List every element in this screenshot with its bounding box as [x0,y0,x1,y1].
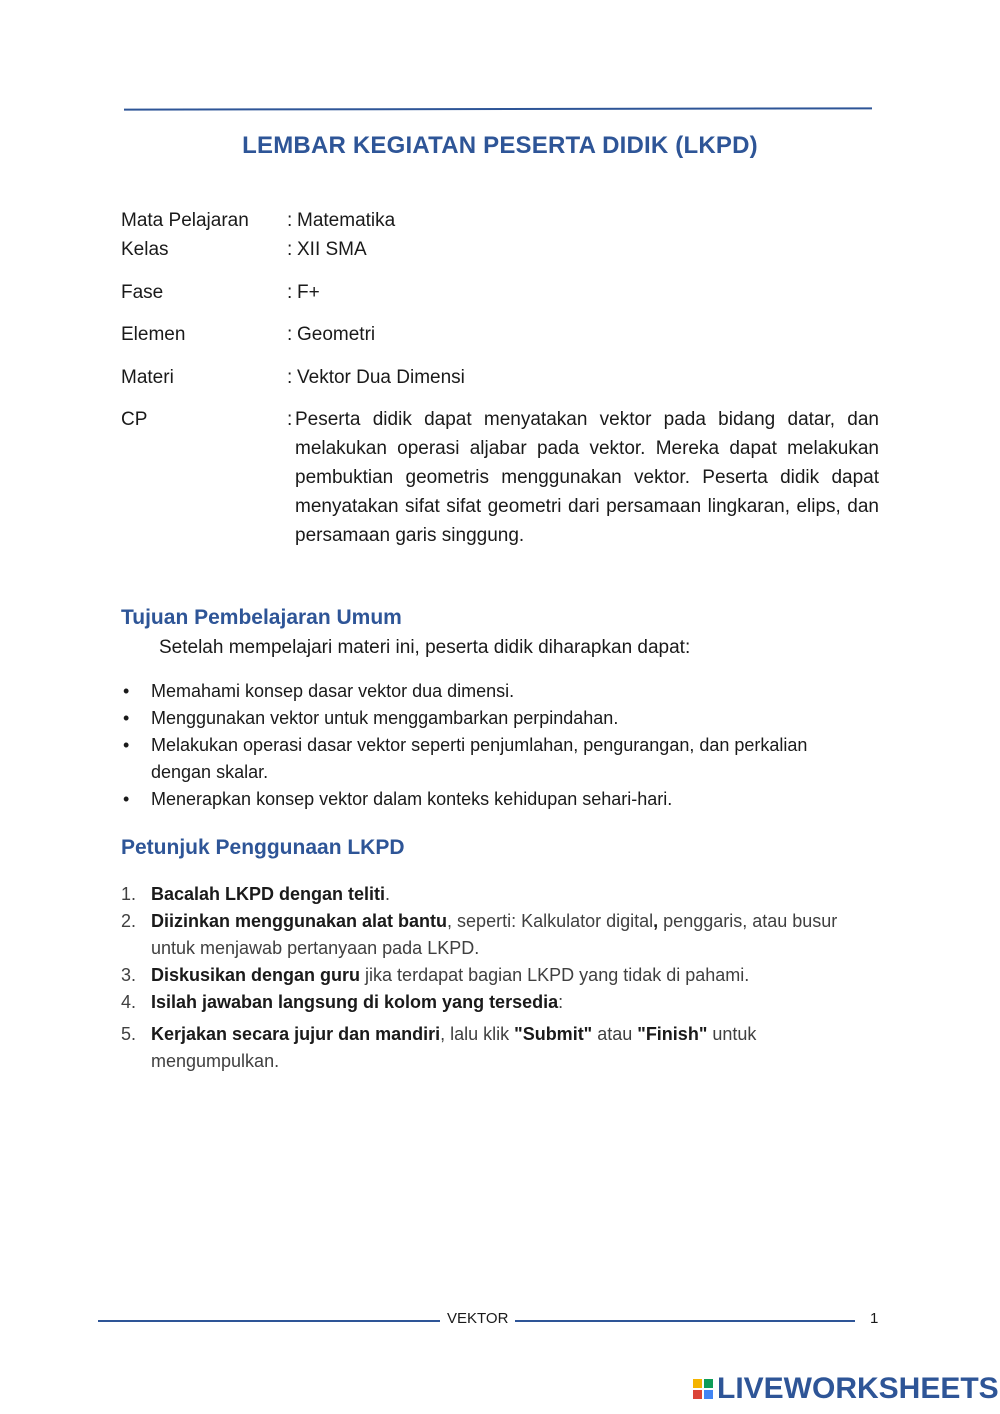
info-colon: : [287,409,293,430]
list-item [121,908,881,962]
petunjuk-list [121,881,881,1075]
tujuan-intro: Setelah mempelajari materi ini, peserta didik diharapkan dapat: [159,637,691,658]
footer-rule-left [98,1320,440,1322]
page-title: LEMBAR KEGIATAN PESERTA DIDIK (LKPD) [242,132,758,159]
step-text: jika terdapat bagian LKPD yang tidak di pahami. [360,965,750,985]
info-value: Geometri [297,324,376,345]
step-text: , lalu klik [440,1024,515,1044]
page-number: 1 [870,1310,879,1327]
info-colon: : [287,239,293,260]
list-item: • Melakukan operasi dasar vektor seperti penjumlahan, pengurangan, dan perkalian dengan skalar. [121,732,841,786]
logo-blocks-icon [693,1379,713,1399]
list-item: • Menggunakan vektor untuk menggambarkan perpindahan. [121,705,841,732]
info-label: Elemen [121,324,186,345]
step-text: atau [592,1024,638,1044]
info-value: Matematika [297,210,396,231]
step-text: untuk mengumpulkan. [151,1024,757,1071]
logo-block [704,1379,713,1388]
info-colon: : [287,210,293,231]
step-text: . [385,884,391,904]
logo-block [704,1390,713,1399]
list-item: • Memahami konsep dasar vektor dua dimensi. [121,678,841,705]
top-rule [124,107,872,110]
liveworksheets-logo[interactable] [693,1372,999,1406]
step-text: , seperti: Kalkulator digital [447,911,654,931]
logo-text: LIVEWORKSHEETS [717,1372,999,1405]
list-number: 4. [121,992,137,1012]
step-bold: Isilah jawaban langsung di kolom yang tersedia [151,992,559,1012]
logo-block [693,1390,702,1399]
info-value: F+ [297,282,320,303]
info-value: Vektor Dua Dimensi [297,367,465,388]
list-item [121,989,881,1016]
step-bold: "Finish" [637,1024,708,1044]
info-colon: : [287,367,293,388]
step-bold: "Submit" [514,1024,593,1044]
list-item [121,881,881,908]
step-text: : [558,992,564,1012]
list-number: 1. [121,884,137,904]
list-item [121,962,881,989]
step-bold: Bacalah LKPD dengan teliti [151,884,386,904]
step-bold: , [653,911,659,931]
list-item: • Menerapkan konsep vektor dalam konteks kehidupan sehari-hari. [121,786,841,813]
info-label: Fase [121,282,164,303]
logo-block [693,1379,702,1388]
step-bold: Diizinkan menggunakan alat bantu [151,911,448,931]
info-label: CP [121,409,148,430]
info-colon: : [287,282,293,303]
info-label: Mata Pelajaran [121,210,249,231]
list-number: 5. [121,1024,137,1044]
cp-description: Peserta didik dapat menyatakan vektor pada bidang datar, dan melakukan operasi aljabar pada vektor. Mereka dapat melakukan pembuktian geometris menggunakan vektor. Peserta didik dapat menyatakan sifat sifat geometri dari persamaan lingkaran, elips, dan persamaan garis singgung. [295,409,879,546]
tujuan-heading: Tujuan Pembelajaran Umum [121,606,402,629]
info-label: Kelas [121,239,169,260]
petunjuk-heading: Petunjuk Penggunaan LKPD [121,836,405,859]
info-value: XII SMA [297,239,367,260]
footer-rule-right [515,1320,855,1322]
step-text: penggaris, atau busur untuk menjawab pertanyaan pada LKPD. [151,911,838,958]
info-label: Materi [121,367,174,388]
info-colon: : [287,324,293,345]
tujuan-list [121,678,841,813]
list-item [121,1021,881,1075]
step-bold: Diskusikan dengan guru [151,965,361,985]
footer-label: VEKTOR [447,1310,509,1327]
list-number: 3. [121,965,137,985]
step-bold: Kerjakan secara jujur dan mandiri [151,1024,441,1044]
list-number: 2. [121,911,137,931]
